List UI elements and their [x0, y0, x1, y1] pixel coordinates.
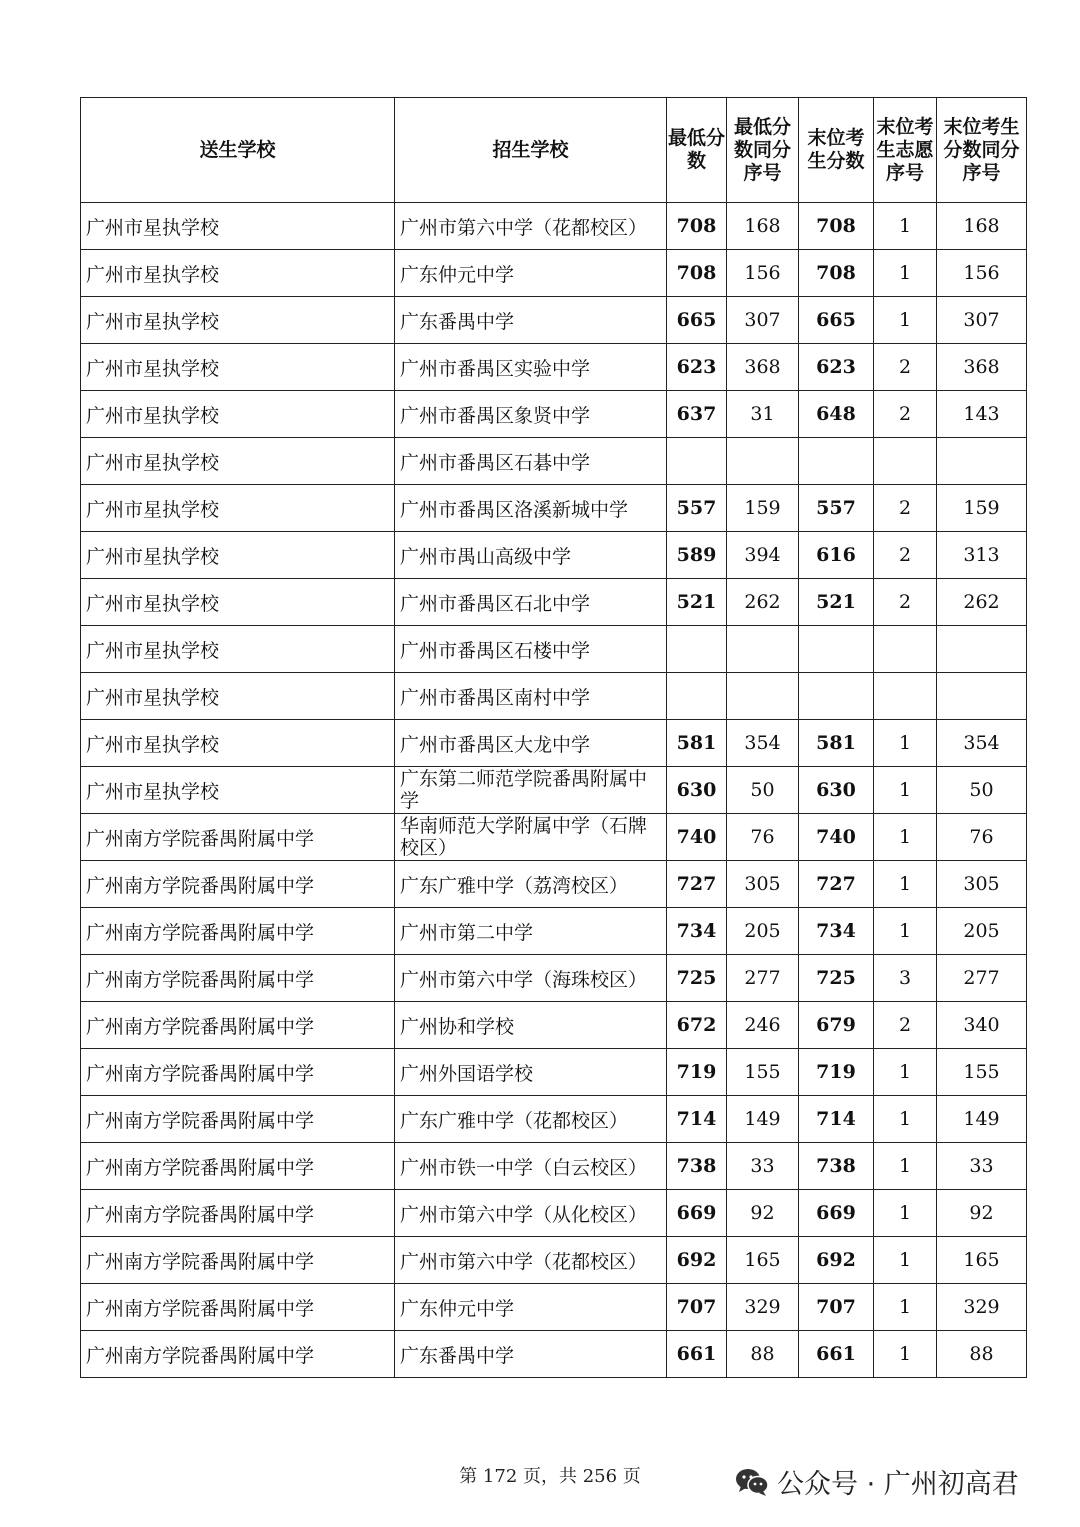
cell-sending-school: 广州市星执学校	[81, 203, 395, 250]
cell-min-score: 630	[667, 767, 727, 814]
cell-min-same-rank: 394	[727, 532, 799, 579]
cell-admitting-school: 广东广雅中学（荔湾校区）	[395, 861, 667, 908]
table-row	[81, 861, 1027, 908]
cell-min-score: 665	[667, 297, 727, 344]
cell-last-choice: 1	[874, 1284, 937, 1331]
table-row	[81, 297, 1027, 344]
cell-min-score	[667, 673, 727, 720]
cell-min-score: 707	[667, 1284, 727, 1331]
cell-last-score: 740	[799, 814, 874, 861]
cell-last-same-rank: 50	[937, 767, 1027, 814]
table-row	[81, 814, 1027, 861]
cell-last-score: 521	[799, 579, 874, 626]
cell-admitting-school: 广州市番禺区象贤中学	[395, 391, 667, 438]
cell-last-same-rank: 262	[937, 579, 1027, 626]
cell-admitting-school: 广州市第二中学	[395, 908, 667, 955]
cell-admitting-school: 广东仲元中学	[395, 250, 667, 297]
cell-admitting-school: 广州外国语学校	[395, 1049, 667, 1096]
cell-sending-school: 广州市星执学校	[81, 485, 395, 532]
cell-admitting-school: 华南师范大学附属中学（石牌校区）	[395, 814, 667, 861]
cell-last-same-rank: 149	[937, 1096, 1027, 1143]
cell-last-score: 738	[799, 1143, 874, 1190]
cell-min-same-rank: 159	[727, 485, 799, 532]
cell-last-score: 692	[799, 1237, 874, 1284]
cell-last-score: 708	[799, 203, 874, 250]
table-row	[81, 955, 1027, 1002]
cell-min-same-rank: 76	[727, 814, 799, 861]
cell-last-same-rank: 156	[937, 250, 1027, 297]
cell-last-same-rank: 329	[937, 1284, 1027, 1331]
cell-last-choice: 2	[874, 391, 937, 438]
cell-sending-school: 广州市星执学校	[81, 438, 395, 485]
cell-sending-school: 广州南方学院番禺附属中学	[81, 1190, 395, 1237]
cell-admitting-school: 广州市番禺区实验中学	[395, 344, 667, 391]
table-row	[81, 1143, 1027, 1190]
cell-min-score: 727	[667, 861, 727, 908]
cell-last-choice: 2	[874, 485, 937, 532]
cell-admitting-school: 广州市番禺区石碁中学	[395, 438, 667, 485]
admission-table	[80, 97, 1027, 1378]
cell-last-same-rank: 205	[937, 908, 1027, 955]
cell-last-score: 727	[799, 861, 874, 908]
cell-admitting-school: 广州市番禺区南村中学	[395, 673, 667, 720]
cell-last-score	[799, 438, 874, 485]
page-footer: 第 172 页，共 256 页	[459, 1466, 641, 1487]
cell-min-same-rank: 149	[727, 1096, 799, 1143]
cell-last-score: 648	[799, 391, 874, 438]
header-last-choice: 末位考生志愿序号	[874, 98, 937, 203]
cell-last-same-rank: 165	[937, 1237, 1027, 1284]
cell-min-score: 734	[667, 908, 727, 955]
watermark-text: 公众号 · 广州初高君	[777, 1469, 1019, 1500]
cell-admitting-school: 广东广雅中学（花都校区）	[395, 1096, 667, 1143]
cell-last-choice: 1	[874, 908, 937, 955]
cell-min-same-rank: 307	[727, 297, 799, 344]
cell-last-choice: 1	[874, 203, 937, 250]
cell-min-score	[667, 626, 727, 673]
cell-last-choice: 1	[874, 250, 937, 297]
table-row	[81, 250, 1027, 297]
cell-last-choice: 1	[874, 1049, 937, 1096]
cell-last-same-rank: 307	[937, 297, 1027, 344]
cell-sending-school: 广州市星执学校	[81, 720, 395, 767]
cell-admitting-school: 广州市番禺区大龙中学	[395, 720, 667, 767]
cell-min-same-rank: 33	[727, 1143, 799, 1190]
cell-admitting-school: 广州市铁一中学（白云校区）	[395, 1143, 667, 1190]
cell-last-choice	[874, 673, 937, 720]
cell-admitting-school: 广州市番禺区石北中学	[395, 579, 667, 626]
cell-last-same-rank	[937, 438, 1027, 485]
header-min-same-rank: 最低分数同分序号	[727, 98, 799, 203]
cell-last-same-rank: 368	[937, 344, 1027, 391]
cell-admitting-school: 广东番禺中学	[395, 1331, 667, 1378]
cell-min-score: 714	[667, 1096, 727, 1143]
cell-min-score: 708	[667, 250, 727, 297]
cell-min-score: 708	[667, 203, 727, 250]
wechat-icon	[735, 1467, 769, 1497]
cell-last-score: 707	[799, 1284, 874, 1331]
header-last-same-rank: 末位考生分数同分序号	[937, 98, 1027, 203]
cell-last-score: 708	[799, 250, 874, 297]
cell-sending-school: 广州市星执学校	[81, 250, 395, 297]
cell-min-same-rank: 50	[727, 767, 799, 814]
cell-sending-school: 广州南方学院番禺附属中学	[81, 1237, 395, 1284]
cell-min-same-rank: 354	[727, 720, 799, 767]
header-admitting-school: 招生学校	[395, 98, 667, 203]
cell-last-choice	[874, 438, 937, 485]
cell-min-same-rank: 262	[727, 579, 799, 626]
table-row	[81, 1237, 1027, 1284]
cell-last-choice: 2	[874, 344, 937, 391]
cell-last-score: 557	[799, 485, 874, 532]
table-row	[81, 1284, 1027, 1331]
cell-min-score: 740	[667, 814, 727, 861]
cell-last-score: 630	[799, 767, 874, 814]
table-row	[81, 203, 1027, 250]
cell-last-choice: 1	[874, 1237, 937, 1284]
table-row	[81, 1049, 1027, 1096]
cell-min-same-rank: 246	[727, 1002, 799, 1049]
header-sending-school: 送生学校	[81, 98, 395, 203]
cell-last-choice: 1	[874, 767, 937, 814]
cell-min-same-rank: 156	[727, 250, 799, 297]
cell-admitting-school: 广东番禺中学	[395, 297, 667, 344]
cell-last-choice: 1	[874, 1190, 937, 1237]
cell-sending-school: 广州南方学院番禺附属中学	[81, 955, 395, 1002]
cell-min-same-rank: 165	[727, 1237, 799, 1284]
cell-min-same-rank	[727, 673, 799, 720]
cell-last-score: 669	[799, 1190, 874, 1237]
cell-sending-school: 广州市星执学校	[81, 579, 395, 626]
cell-last-choice	[874, 626, 937, 673]
cell-last-same-rank: 92	[937, 1190, 1027, 1237]
cell-last-choice: 2	[874, 579, 937, 626]
cell-admitting-school: 广州市禺山高级中学	[395, 532, 667, 579]
cell-last-score: 679	[799, 1002, 874, 1049]
cell-last-score: 581	[799, 720, 874, 767]
cell-sending-school: 广州市星执学校	[81, 297, 395, 344]
cell-last-same-rank: 143	[937, 391, 1027, 438]
cell-admitting-school: 广州市第六中学（从化校区）	[395, 1190, 667, 1237]
cell-last-same-rank	[937, 673, 1027, 720]
header-min-score: 最低分数	[667, 98, 727, 203]
cell-sending-school: 广州市星执学校	[81, 344, 395, 391]
cell-admitting-school: 广州市第六中学（花都校区）	[395, 1237, 667, 1284]
cell-min-score: 557	[667, 485, 727, 532]
cell-admitting-school: 广东仲元中学	[395, 1284, 667, 1331]
cell-admitting-school: 广州市番禺区石楼中学	[395, 626, 667, 673]
cell-min-same-rank: 305	[727, 861, 799, 908]
cell-last-same-rank: 88	[937, 1331, 1027, 1378]
cell-min-same-rank: 329	[727, 1284, 799, 1331]
cell-min-same-rank	[727, 438, 799, 485]
cell-last-score: 665	[799, 297, 874, 344]
cell-last-score: 714	[799, 1096, 874, 1143]
table-row	[81, 532, 1027, 579]
header-last-score: 末位考生分数	[799, 98, 874, 203]
cell-min-score: 589	[667, 532, 727, 579]
cell-last-same-rank: 354	[937, 720, 1027, 767]
cell-min-score: 725	[667, 955, 727, 1002]
cell-last-choice: 1	[874, 1143, 937, 1190]
table-row	[81, 391, 1027, 438]
cell-last-score: 719	[799, 1049, 874, 1096]
cell-sending-school: 广州市星执学校	[81, 673, 395, 720]
cell-last-score: 661	[799, 1331, 874, 1378]
cell-sending-school: 广州南方学院番禺附属中学	[81, 1331, 395, 1378]
cell-min-same-rank: 88	[727, 1331, 799, 1378]
cell-admitting-school: 广东第二师范学院番禺附属中学	[395, 767, 667, 814]
cell-last-score: 725	[799, 955, 874, 1002]
cell-sending-school: 广州南方学院番禺附属中学	[81, 814, 395, 861]
cell-sending-school: 广州南方学院番禺附属中学	[81, 1143, 395, 1190]
cell-sending-school: 广州市星执学校	[81, 391, 395, 438]
cell-min-same-rank: 155	[727, 1049, 799, 1096]
cell-last-same-rank: 277	[937, 955, 1027, 1002]
cell-min-same-rank: 368	[727, 344, 799, 391]
watermark	[735, 1462, 1019, 1501]
cell-last-same-rank: 305	[937, 861, 1027, 908]
cell-min-score	[667, 438, 727, 485]
cell-sending-school: 广州南方学院番禺附属中学	[81, 908, 395, 955]
cell-last-same-rank: 340	[937, 1002, 1027, 1049]
cell-min-score: 738	[667, 1143, 727, 1190]
cell-min-same-rank: 277	[727, 955, 799, 1002]
cell-sending-school: 广州南方学院番禺附属中学	[81, 861, 395, 908]
cell-last-same-rank: 313	[937, 532, 1027, 579]
cell-min-score: 637	[667, 391, 727, 438]
cell-sending-school: 广州南方学院番禺附属中学	[81, 1002, 395, 1049]
cell-sending-school: 广州市星执学校	[81, 626, 395, 673]
cell-sending-school: 广州南方学院番禺附属中学	[81, 1284, 395, 1331]
cell-last-same-rank: 33	[937, 1143, 1027, 1190]
cell-last-choice: 2	[874, 1002, 937, 1049]
table-row	[81, 626, 1027, 673]
cell-sending-school: 广州南方学院番禺附属中学	[81, 1096, 395, 1143]
cell-min-same-rank: 205	[727, 908, 799, 955]
cell-admitting-school: 广州市第六中学（花都校区）	[395, 203, 667, 250]
cell-min-score: 719	[667, 1049, 727, 1096]
cell-admitting-school: 广州市番禺区洛溪新城中学	[395, 485, 667, 532]
cell-last-choice: 1	[874, 861, 937, 908]
cell-sending-school: 广州市星执学校	[81, 532, 395, 579]
cell-admitting-school: 广州协和学校	[395, 1002, 667, 1049]
cell-min-score: 521	[667, 579, 727, 626]
cell-min-same-rank: 168	[727, 203, 799, 250]
cell-min-same-rank: 92	[727, 1190, 799, 1237]
table-row	[81, 438, 1027, 485]
cell-last-same-rank: 168	[937, 203, 1027, 250]
table-row	[81, 767, 1027, 814]
table-row	[81, 579, 1027, 626]
cell-last-score	[799, 673, 874, 720]
table-row	[81, 344, 1027, 391]
table-row	[81, 1190, 1027, 1237]
cell-last-choice: 1	[874, 297, 937, 344]
table-row	[81, 908, 1027, 955]
table-row	[81, 673, 1027, 720]
cell-min-score: 669	[667, 1190, 727, 1237]
cell-last-choice: 3	[874, 955, 937, 1002]
cell-last-choice: 1	[874, 1331, 937, 1378]
cell-sending-school: 广州市星执学校	[81, 767, 395, 814]
cell-last-same-rank: 155	[937, 1049, 1027, 1096]
cell-admitting-school: 广州市第六中学（海珠校区）	[395, 955, 667, 1002]
cell-min-same-rank	[727, 626, 799, 673]
cell-last-score: 623	[799, 344, 874, 391]
cell-min-score: 672	[667, 1002, 727, 1049]
cell-last-choice: 2	[874, 532, 937, 579]
table-row	[81, 1096, 1027, 1143]
cell-min-score: 692	[667, 1237, 727, 1284]
table-row	[81, 1002, 1027, 1049]
table-row	[81, 1331, 1027, 1378]
cell-last-score: 734	[799, 908, 874, 955]
table-row	[81, 720, 1027, 767]
table-row	[81, 485, 1027, 532]
cell-last-choice: 1	[874, 814, 937, 861]
cell-min-score: 581	[667, 720, 727, 767]
cell-last-choice: 1	[874, 720, 937, 767]
cell-last-same-rank: 76	[937, 814, 1027, 861]
cell-last-same-rank: 159	[937, 485, 1027, 532]
cell-sending-school: 广州南方学院番禺附属中学	[81, 1049, 395, 1096]
cell-last-score: 616	[799, 532, 874, 579]
cell-last-choice: 1	[874, 1096, 937, 1143]
cell-min-score: 623	[667, 344, 727, 391]
cell-min-score: 661	[667, 1331, 727, 1378]
header-row	[81, 98, 1027, 203]
cell-last-score	[799, 626, 874, 673]
cell-min-same-rank: 31	[727, 391, 799, 438]
cell-last-same-rank	[937, 626, 1027, 673]
